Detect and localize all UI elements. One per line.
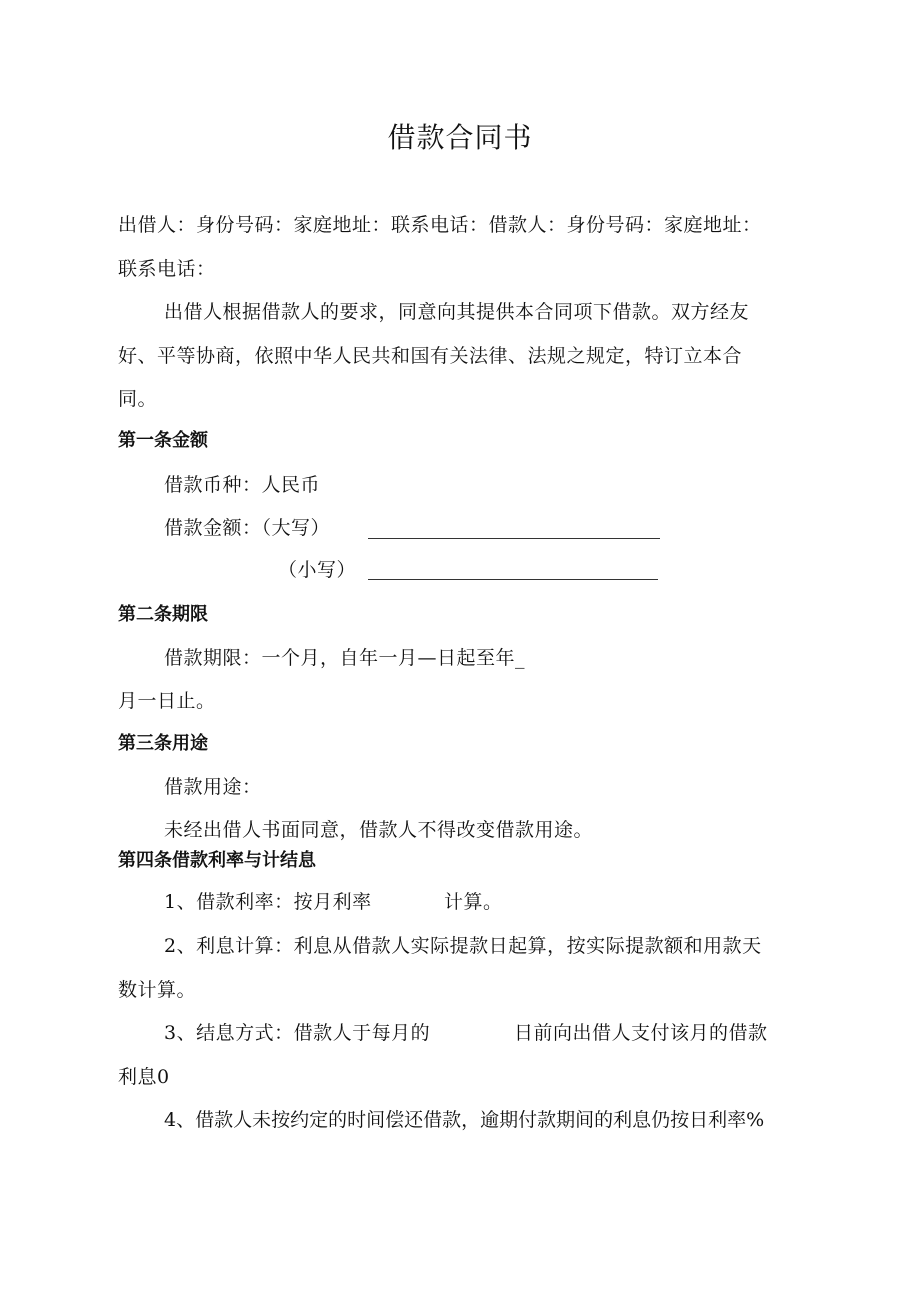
document-title: 借款合同书 [387, 121, 533, 154]
parties-line-1: 出借人：身份号码：家庭地址：联系电话：借款人：身份号码：家庭地址： [118, 214, 762, 236]
amount-figures-label: （小写） [278, 559, 357, 581]
currency-line: 借款币种：人民币 [164, 474, 321, 496]
settlement-line-2: 利息0 [118, 1066, 170, 1088]
interest-calc-line-1: 2、利息计算：利息从借款人实际提款日起算，按实际提款额和用款天 [164, 935, 762, 957]
purpose-line: 借款用途： [164, 776, 262, 798]
amount-uppercase-label: 借款金额：（大写） [164, 517, 331, 539]
settlement-item-start: 3、结息方式：借款人于每月的 [164, 1022, 431, 1044]
intro-line-3: 同。 [118, 388, 158, 410]
article-3-heading: 第三条用途 [118, 733, 208, 754]
overdue-item: 4、借款人未按约定的时间偿还借款，逾期付款期间的利息仍按日利率% [164, 1109, 765, 1131]
article-1-heading: 第一条金额 [118, 430, 208, 451]
term-line-1: 借款期限：一个月，自年一月—日起至年_ [164, 647, 526, 669]
intro-line-1: 出借人根据借款人的要求，同意向其提供本合同项下借款。双方经友 [164, 301, 750, 323]
purpose-note: 未经出借人书面同意，借款人不得改变借款用途。 [164, 819, 594, 841]
intro-line-2: 好、平等协商，依照中华人民共和国有关法律、法规之规定，特订立本合 [118, 345, 743, 367]
interest-calc-line-2: 数计算。 [118, 979, 197, 1001]
amount-figures-blank[interactable] [368, 579, 658, 580]
amount-uppercase-blank[interactable] [368, 538, 660, 539]
parties-line-2: 联系电话： [118, 258, 216, 280]
rate-item-start: 1、借款利率：按月利率 [164, 891, 372, 913]
article-4-heading: 第四条借款利率与计结息 [118, 850, 316, 871]
settlement-item-end: 日前向出借人支付该月的借款 [514, 1022, 768, 1044]
term-line-2: 月一日止。 [118, 690, 216, 712]
article-2-heading: 第二条期限 [118, 604, 208, 625]
rate-item-end: 计算。 [444, 891, 503, 913]
